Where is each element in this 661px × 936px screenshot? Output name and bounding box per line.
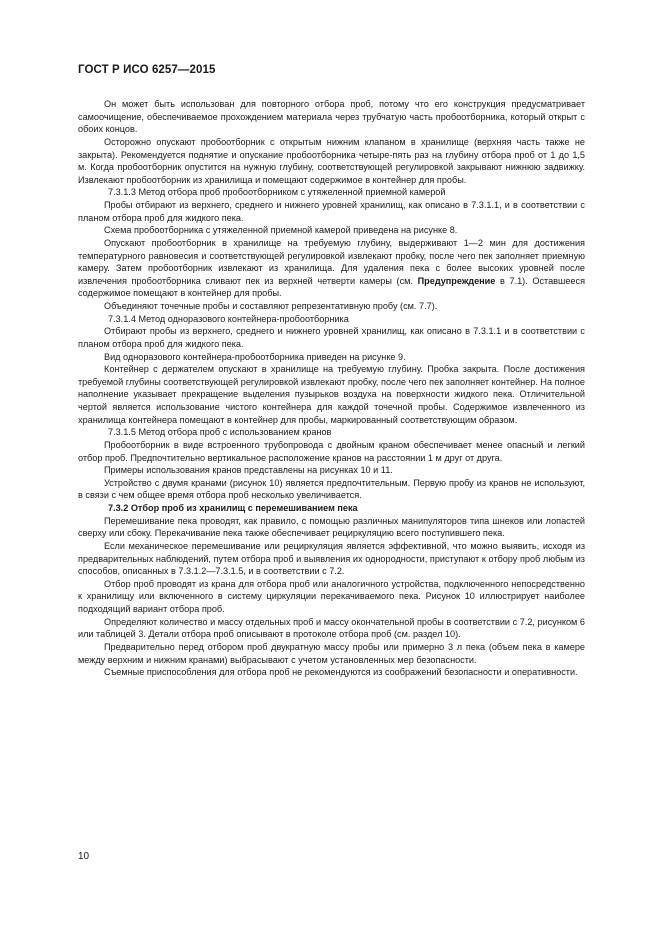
- paragraph: Пробоотборник в виде встроенного трубопровода с двойным краном обеспечивает менее опасный и легкий отбор проб. Предпочтительно вертикальное расположение кранов на расстоянии 1 м друг от друга.: [78, 439, 585, 463]
- paragraph: Отбор проб проводят из крана для отбора проб или аналогичного устройства, подключенного непосредственно к хранилищу или включенного в систему циркуляции перекачиваемого пека. Рисунок 10 иллюстрирует наиболее подходящий вариант отбора проб.: [78, 578, 585, 614]
- paragraph: Если механическое перемешивание или рециркуляция является эффективной, что можно выявить, исходя из предварительных наблюдений, путем отбора проб и выявления их однородности, приступают к отбору проб любым из способов, описанных в 7.3.1.2—7.3.1.5, и в соответствии с 7.2.: [78, 540, 585, 577]
- paragraph-text: в 7.1). Оставшееся содержимое помещают в контейнер для пробы.: [78, 275, 586, 299]
- section-heading-7-3-1-5: 7.3.1.5 Метод отбора проб с использованием кранов: [108, 427, 332, 438]
- paragraph-text: Опускают пробоотборник в хранилище на требуемую глубину, выдерживают 1—2 мин для достижения температурного равновесия и соответствующей регулировкой извлекают пробку, после чего пек заполняет приемную камеру. Затем пробоотборник извлекают из хранилища. Для удаления пека с более высоких уровней после извлечения пробоотборника сливают пек из верхней четверти камеры (см.: [78, 237, 585, 286]
- paragraph: Пробы отбирают из верхнего, среднего и нижнего уровней хранилищ, как описано в 7.3.1.1, и в соответствии с планом отбора проб для жидкого пека.: [78, 200, 585, 223]
- paragraph: Вид одноразового контейнера-пробоотборника приведен на рисунке 9.: [104, 351, 406, 362]
- paragraph: Осторожно опускают пробоотборник с открытым нижним клапаном в хранилище (верхняя часть также не закрыта). Рекомендуется поднятие и опускание пробоотборника четыре-пять раз на глубину отбора проб от 1 до 1,5 м. Когда пробоотборник опустится на нужную глубину, соответствующей регулировкой закрывают нижнюю задвижку. Извлекают пробоотборник из хранилища и помещают содержимое в контейнер для пробы.: [78, 136, 585, 185]
- paragraph: Устройство с двумя кранами (рисунок 10) является предпочтительным. Первую пробу из кранов не используют, в связи с чем общее время отбора проб несколько увеличивается.: [78, 477, 585, 501]
- paragraph: Отбирают пробы из верхнего, среднего и нижнего уровней хранилищ, как описано в 7.3.1.1 и в соответствии с планом отбора проб для жидкого пека.: [78, 326, 585, 349]
- section-heading-7-3-2: 7.3.2 Отбор проб из хранилищ с перемешиванием пека: [108, 503, 358, 513]
- paragraph: [78, 237, 585, 300]
- paragraph: Схема пробоотборника с утяжеленной приемной камерой приведена на рисунке 8.: [104, 225, 458, 236]
- paragraph: Он может быть использован для повторного отбора проб, потому что его конструкция предусматривает самоочищение, обеспечиваемое прохождением материала через трубчатую часть пробоотборника, который открыт с обоих концов.: [78, 99, 585, 135]
- paragraph: Предварительно перед отбором проб двукратную массу пробы или примерно 3 л пека (объем пека в камере между верхним и нижним кранами) выбрасывают с учетом установленных мер безопасности.: [78, 641, 585, 665]
- document-body: [78, 98, 585, 679]
- paragraph: Перемешивание пека проводят, как правило, с помощью различных манипуляторов типа шнеков или лопастей сверху или сбоку. Перекачивание пека также обеспечивает рециркуляцию всего поступившего пека.: [78, 515, 585, 539]
- paragraph: Съемные приспособления для отбора проб не рекомендуются из соображений безопасности и оперативности.: [104, 667, 578, 678]
- paragraph: Контейнер с держателем опускают в хранилище на требуемую глубину. Пробка закрыта. После достижения требуемой глубины соответствующей регулировкой извлекают пробку, после чего пек заполняет контейнер. На полное наполнение указывает прекращение выделения пузырьков воздуха на поверхности жидкого пека. Отличительной чертой является использование чистого контейнера для каждой точечной пробы. Содержимое извлеченного из хранилища контейнера помещают в контейнер для пробы, маркированный соответствующим образом.: [78, 364, 585, 425]
- paragraph: Примеры использования кранов представлены на рисунках 10 и 11.: [104, 465, 393, 476]
- warning-reference: Предупреждение: [417, 275, 496, 286]
- section-heading-7-3-1-4: 7.3.1.4 Метод одноразового контейнера-пробоотборника: [108, 313, 349, 324]
- paragraph: Определяют количество и массу отдельных проб и массу окончательной пробы в соответствии с 7.2, рисунком 6 или таблицей 3. Детали отбора проб описывают в протоколе отбора проб (см. раздел 10).: [78, 616, 585, 640]
- document-header: ГОСТ Р ИСО 6257—2015: [78, 64, 216, 76]
- page-number: 10: [78, 851, 90, 862]
- section-heading-7-3-1-3: 7.3.1.3 Метод отбора проб пробоотборником с утяжеленной приемной камерой: [108, 187, 446, 198]
- paragraph: Объединяют точечные пробы и составляют репрезентативную пробу (см. 7.7).: [104, 301, 438, 311]
